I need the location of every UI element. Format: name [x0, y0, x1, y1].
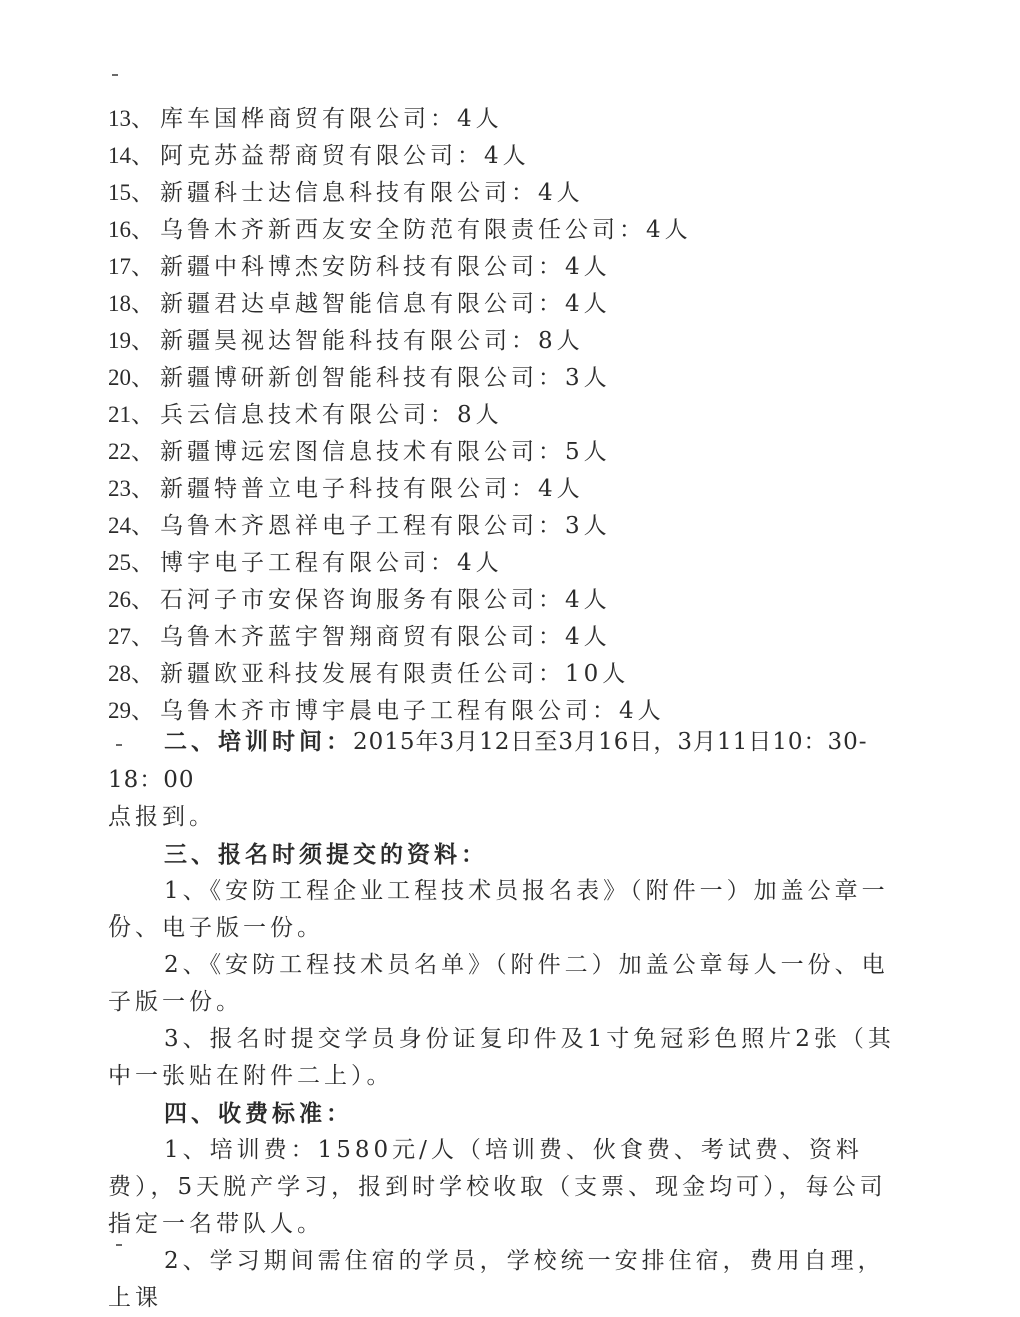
company-list	[108, 100, 908, 729]
list-item: 13、 库车国桦商贸有限公司：4人	[108, 106, 503, 132]
list-item: 27、 乌鲁木齐蓝宇智翔商贸有限公司：4人	[108, 624, 611, 650]
paragraph: 1、培训费：1580元/人（培训费、伙食费、考试费、资料费），5天脱产学习，报到时学校收取（支票、现金均可），每公司指定一名带队人。	[108, 1137, 887, 1237]
list-item: 26、 石河子市安保咨询服务有限公司：4人	[108, 587, 611, 613]
list-item: 14、 阿克苏益帮商贸有限公司：4人	[108, 143, 530, 169]
section-heading: 四、收费标准：	[164, 1100, 353, 1127]
paragraph: 2、学习期间需住宿的学员，学校统一安排住宿，费用自理，上课	[108, 1248, 885, 1311]
list-item: 25、 博宇电子工程有限公司：4人	[108, 550, 503, 576]
paragraph: 3、报名时提交学员身份证复印件及1寸免冠彩色照片2张（其中一张贴在附件二上）。	[108, 1026, 895, 1089]
training-time-section	[108, 723, 908, 799]
training-time-value: 2015年3月12日至3月16日，3月11日10：30-18：00	[108, 729, 868, 793]
scan-mark	[112, 74, 118, 76]
list-item: 19、 新疆昊视达智能科技有限公司：8人	[108, 328, 584, 354]
list-item: 29、 乌鲁木齐市博宇晨电子工程有限公司：4人	[108, 698, 665, 724]
list-item: 16、 乌鲁木齐新西友安全防范有限责任公司：4人	[108, 217, 692, 243]
section-heading: 三、报名时须提交的资料：	[164, 841, 488, 868]
paragraph: 点报到。	[108, 804, 216, 830]
paragraph: 1、《安防工程企业工程技术员报名表》（附件一）加盖公章一份、电子版一份。	[108, 878, 889, 941]
list-item: 18、 新疆君达卓越智能信息有限公司：4人	[108, 291, 611, 317]
list-item: 24、 乌鲁木齐恩祥电子工程有限公司：3人	[108, 513, 611, 539]
list-item: 28、 新疆欧亚科技发展有限责任公司：10人	[108, 661, 630, 687]
list-item: 17、 新疆中科博杰安防科技有限公司：4人	[108, 254, 611, 280]
list-item: 21、 兵云信息技术有限公司：8人	[108, 402, 503, 428]
document-body	[108, 723, 908, 1317]
paragraph: 2、《安防工程技术员名单》（附件二）加盖公章每人一份、电子版一份。	[108, 952, 889, 1015]
list-item: 22、 新疆博远宏图信息技术有限公司：5人	[108, 439, 611, 465]
section-heading: 二、培训时间：	[164, 728, 353, 755]
list-item: 15、 新疆科士达信息科技有限公司：4人	[108, 180, 584, 206]
list-item: 20、 新疆博研新创智能科技有限公司：3人	[108, 365, 611, 391]
list-item: 23、 新疆特普立电子科技有限公司：4人	[108, 476, 584, 502]
